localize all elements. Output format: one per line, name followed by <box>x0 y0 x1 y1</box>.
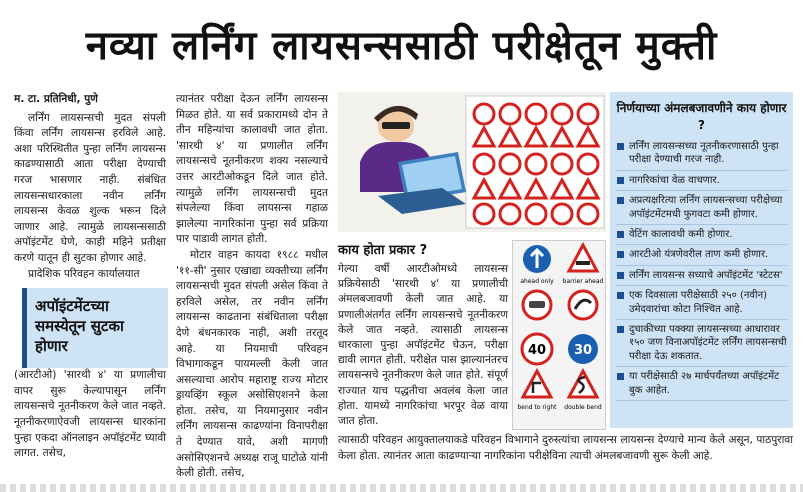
decision-sidebar <box>610 92 793 428</box>
sidebar-item: या परीक्षेसाठी २७ मार्चपर्यंतच्या अपॉइंटमेंट बुक आहेत. <box>616 370 787 401</box>
article-paragraph: त्यानंतर परीक्षा देऊन लर्निंग लायसन्स मिळत होते. या सर्व प्रकारामध्ये दोन ते तीन महिन्यांचा कालावधी जात होता. 'सारथी ४' या प्रणालीत लर्निंग लायसन्सचे नूतनीकरण शक्य नसल्याचे उत्तर आरटीओकडून दिले जात होते. त्यामुळे लर्निंग लायसन्सची मुदत संपलेल्या किंवा लायसन्स गहाळ झालेल्या नागरिकांना पुन्हा सर्व प्रक्रिया पार पाडावी लागत होती. <box>176 93 328 246</box>
article-paragraph: लर्निंग लायसन्सची मुदत संपली किंवा लर्निंग लायसन्स हरविले आहे. अशा परिस्थितीत पुन्हा लर्निंग लायसन्स काढण्यासाठी आता परीक्षा देण्याची गरज भासणार नाही. संबंधित लायसन्सधारकाला नवीन लर्निंग लायसन्स केवळ शुल्क भरून दिले जाणार आहे. त्यामुळे लायसन्ससाठी अपॉइंटमेंट घेणे, काही महिने प्रतीक्षा करणे यातून ही सुटका होणार आहे. <box>14 111 166 264</box>
sidebar-item: अप्रत्यक्षरित्या लर्निंग लायसन्सच्या परीक्षेच्या अपॉइंटमेंटमधी फुगवटा कमी होणार. <box>616 194 787 225</box>
page-bottom-rule <box>0 484 803 492</box>
illustration-computer-user <box>338 92 606 232</box>
article-paragraph: (आरटीओ) 'सारथी ४' या प्रणालीचा वापर सुरू केल्यापासून लर्निंग लायसन्सचे नूतनीकरण केले जात नव्हते. नूतनीकरणाऐवजी लायसन्स धारकांना पुन्हा एकदा ऑनलाइन अपॉइंटमेंट घ्यावी लागत. तसेच, <box>14 369 166 460</box>
illustration-graphic <box>338 92 606 232</box>
sign-label-ahead-only: ahead only <box>520 278 554 285</box>
sidebar-title: निर्णयाच्या अंमलबजावणीने काय होणार ? <box>616 101 787 132</box>
subhead-box <box>22 288 168 368</box>
sign-label-barrier-ahead: barrier ahead <box>562 278 604 285</box>
sidebar-item: लर्निंग लायसन्सच्या नूतनीकरणासाठी पुन्हा परीक्षा देण्याची गरज नाही. <box>616 140 787 171</box>
byline: म. टा. प्रतिनिधी, पुणे <box>14 93 98 105</box>
sign-label-double-bend: double bend <box>564 404 602 411</box>
headline: नव्या लर्निंग लायसन्ससाठी परीक्षेतून मुक्ती <box>85 22 718 69</box>
what-happened-text: गेल्या वर्षी आरटीओमध्ये लायसन्स प्रक्रियेसाठी 'सारथी ४' या प्रणालीची अंमलबजावणी केली जात आहे. या प्रणालीअंतर्गत लर्निंग लायसन्सचे नूतनीकरण केले जात नव्हते. त्यासाठी लायसन्स धारकाला पुन्हा अपॉइंटमेंट घेऊन, परीक्षा द्यावी लागत होती. परीक्षेत पास झाल्यानंतरच लायसन्सचे नूतनीकरण केले जात होते. संपूर्ण राज्यात याच पद्धतीचा अवलंब केला जात होता. यामध्ये नागरिकांचा भरपूर वेळ वाया जात होता. <box>338 263 508 428</box>
what-happened-title: काय होता प्रकार ? <box>338 243 428 258</box>
sidebar-item: वेटिंग कालावधी कमी होणार. <box>616 228 787 245</box>
traffic-signs-graphic <box>513 241 607 431</box>
article-paragraph: मोटार वाहन कायदा १९८८ मधील '११-सी' नुसार एखाद्या व्यक्तीच्या लर्निंग लायसन्सची मुदत संपली असेल किंवा ते हरविले असेल, तर नवीन लर्निंग लायसन्स काढताना संबंधिताला परीक्षा देणे बंधनकारक नाही, अशी तरतूद आहे. या नियमाची परिवहन विभागाकडून पायमल्ली केली जात असल्याचा आरोप महाराष्ट्र राज्य मोटार ड्रायव्हिंग स्कूल असोसिएशनने केला होता. तसेच, या नियमानुसार नवीन लर्निंग लायसन्स काढण्यांना विनापरीक्षा ते देण्यात यावे, अशी मागणी असोसिएशनचे अध्यक्ष राजू घाटोळे यांनी केली होती. तसेच, <box>176 248 328 480</box>
article-bottom-line: त्यासाठी परिवहन आयुक्तालयाकडे परिवहन विभागाने दुरुस्त्यांचा लायसन्स लायसन्स देण्याचे मान्य केले असून, पाठपुरावा केला होता. त्यानंतर आता काढण्याऱ्या नागरिकांना परीक्षेविना त्याची अंमलबजावणी सुरू केली आहे. <box>338 434 793 462</box>
sidebar-list <box>616 140 787 401</box>
sidebar-item: दुचाकीच्या पक्क्या लायसन्सच्या आधारावर १५० जण विनाअपॉइंटमेंट लर्निंग लायसन्सची परीक्षा देऊ शकतात. <box>616 323 787 367</box>
sidebar-item: नागरिकांचा वेळ वाचणार. <box>616 174 787 191</box>
sidebar-item: एक दिवसाला परीक्षेसाठी २५० (नवीन) उमेदवारांचा कोटा निश्चित आहे. <box>616 289 787 320</box>
subhead-text: अपॉइंटमेंटच्या समस्येतून सुटका होणार <box>35 297 124 355</box>
traffic-signs-panel <box>512 240 606 430</box>
article-paragraph: प्रादेशिक परिवहन कार्यालयात <box>28 267 140 280</box>
sign-speed-40: 40 <box>527 343 547 358</box>
sign-speed-30: 30 <box>573 343 593 358</box>
article-column-1 <box>14 92 166 462</box>
sidebar-item: आरटीओ यंत्रणेवरील ताण कमी होणार. <box>616 248 787 265</box>
sign-label-bend-to-right: bend to right <box>517 404 557 411</box>
sidebar-item: लर्निंग लायसन्स सध्याचे अपॉइंटमेंट 'स्टेटस' <box>616 269 787 286</box>
article-column-2 <box>176 92 328 482</box>
